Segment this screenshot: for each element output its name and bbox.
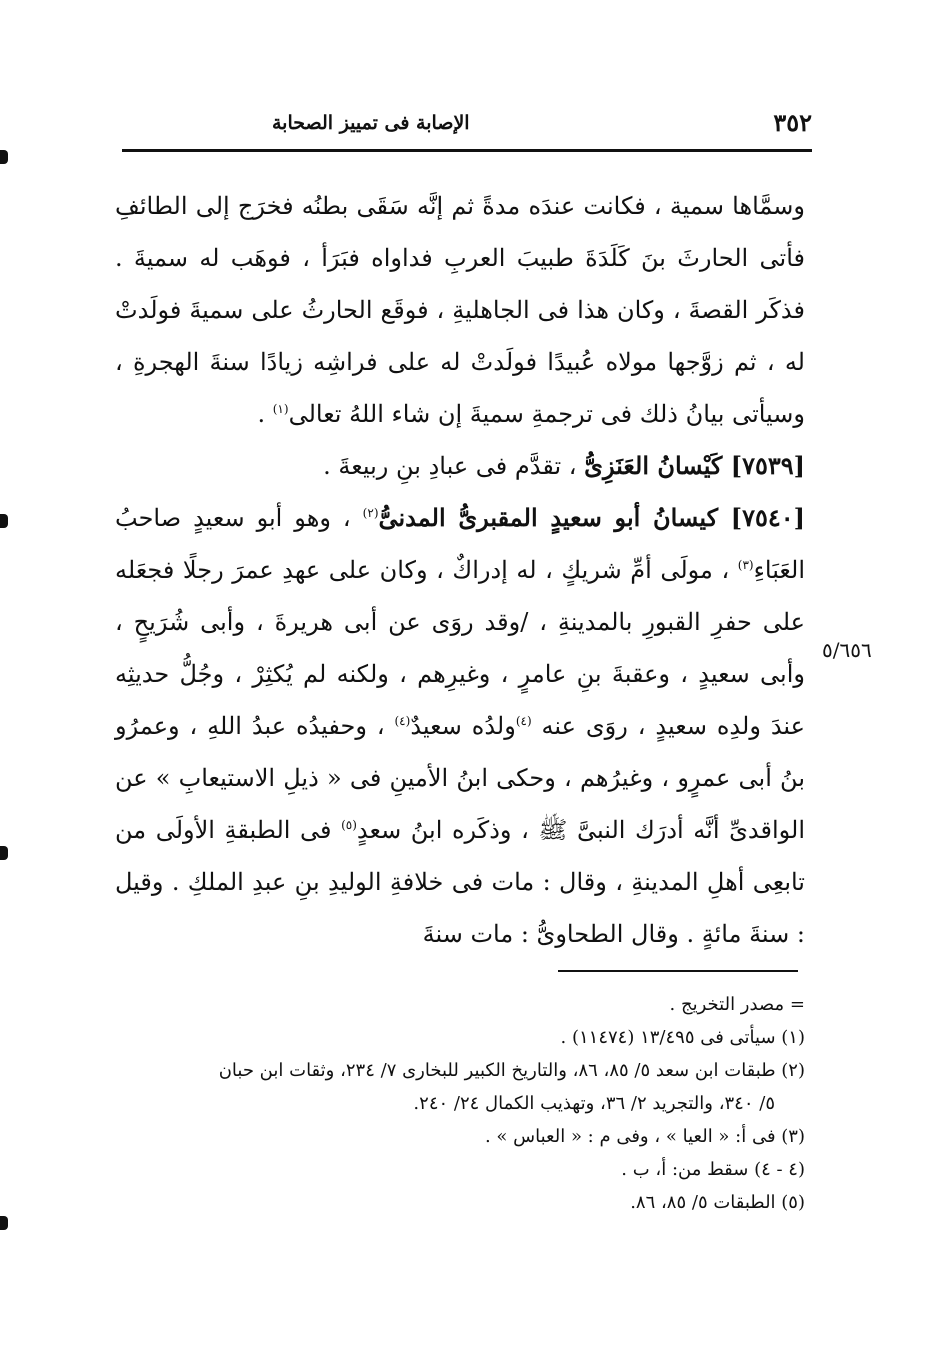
- scan-edge-mark: [0, 846, 8, 860]
- footnote-ref: (١): [272, 402, 289, 416]
- footnote: = مصدر التخريج .: [669, 994, 805, 1015]
- footnote-ref: (٤): [394, 714, 411, 728]
- running-title: الإصابة فى تمييز الصحابة: [272, 112, 470, 134]
- margin-page-reference: ٥/٦٥٦: [822, 638, 872, 662]
- footnote: (٣) فى أ: « العيا » ، وفى م : « العباس » .: [484, 1126, 805, 1147]
- footnotes: [115, 988, 805, 1219]
- scan-edge-mark: [0, 1216, 8, 1230]
- footnote: (٤ - ٤) سقط من: أ، ب .: [621, 1159, 805, 1180]
- scan-edge-mark: [0, 514, 8, 528]
- paragraph-continuation: وسمَّاها سمية ، فكانت عندَه مدةً ثم إنَّه سَقَى بطنُه فخرَج إلى الطائفِ فأتى الحارثَ بنَ كَلَدَةَ طبيبَ العربِ فداواه فبَرَأ ، فوهَب له سميةَ . فذكَر القصةَ ، وكان هذا فى الجاهليةِ ، فوقَع الحارثُ على سميةَ فولَدتْ له ، ثم زوَّجها مولاه عُبيدًا فولَدتْ له على فراشِه زيادًا سنةَ الهجرةِ ، وسيأتى بيانُ ذلك فى ترجمةِ سميةَ إن شاء اللهُ تعالى$^{(١)}$ .: [115, 192, 805, 428]
- entry-heading: [٧٥٤٠] كيسانُ أبو سعيدٍ المقبرىُّ المدنىُّ: [378, 503, 806, 532]
- footnote-ref: (٥): [341, 818, 357, 832]
- scan-edge-mark: [0, 150, 8, 164]
- footnote-continuation: ٥/ ٣٤٠، والتجريد ٢/ ٣٦، وتهذيب الكمال ٢٤/ ٢٤٠.: [413, 1093, 775, 1114]
- footnote: (٥) الطبقات ٥/ ٨٥، ٨٦.: [630, 1192, 805, 1213]
- footnote-ref: (٤): [515, 714, 532, 728]
- entry-7540: [٧٥٤٠] كيسانُ أبو سعيدٍ المقبرىُّ المدنىُّ$^{(٢)}$ ، وهو أبو سعيدٍ صاحبُ العَبَاءِ$^{(٣)}$ ، مولَى أمِّ شريكٍ ، له إدراكٌ ، وكان على عهدِ عمرَ رجلًا فجعَله على حفرِ القبورِ بالمدينةِ ، /وقد روَى عن أبى هريرةَ ، وأبى شُرَيحٍ ، وأبى سعيدٍ ، وعقبةَ بنِ عامرٍ ، وغيرِهم ، ولكنه لم يُكثِرْ ، وجُلُّ حديثِه عندَ ولدِه سعيدٍ ، روَى عنه $^{(٤)}$ولدُه سعيدٌ$^{(٤)}$ ، وحفيدُه عبدُ اللهِ ، وعمرُو بنُ أبى عمرٍو ، وغيرُهم ، وحكى ابنُ الأمينِ فى « ذيلِ الاستيعابِ » عن الواقدىِّ أنَّه أدرَك النبىَّ ﷺ ، وذكَره ابنُ سعدٍ$^{(٥)}$ فى الطبقةِ الأولَى من تابعِى أهلِ المدينةِ ، وقال : مات فى خلافةِ الوليدِ بنِ عبدِ الملكِ . وقيل : سنةَ مائةٍ . وقال الطحاوىُّ : مات سنةَ: [115, 503, 806, 948]
- footnote-ref: (٢): [362, 506, 379, 520]
- body-text: [115, 180, 805, 960]
- footnote-ref: (٣): [737, 558, 754, 572]
- entry-7539: [٧٥٣٩] كَيْسانُ العَنَزِىُّ ، تقدَّم فى عبادِ بنِ ربيعةَ .: [323, 451, 805, 480]
- footnote-rule: [558, 970, 798, 972]
- footnote: (١) سيأتى فى ١٣/٤٩٥ (١١٤٧٤) .: [560, 1027, 805, 1048]
- page-header: [122, 108, 812, 144]
- entry-heading: [٧٥٣٩] كَيْسانُ العَنَزِىُّ: [584, 451, 805, 480]
- header-rule: [122, 149, 812, 152]
- footnote: (٢) طبقات ابن سعد ٥/ ٨٥، ٨٦، والتاريخ الكبير للبخارى ٧/ ٢٣٤، وثقات ابن حبان: [218, 1060, 805, 1081]
- page-number: ٣٥٢: [773, 108, 812, 137]
